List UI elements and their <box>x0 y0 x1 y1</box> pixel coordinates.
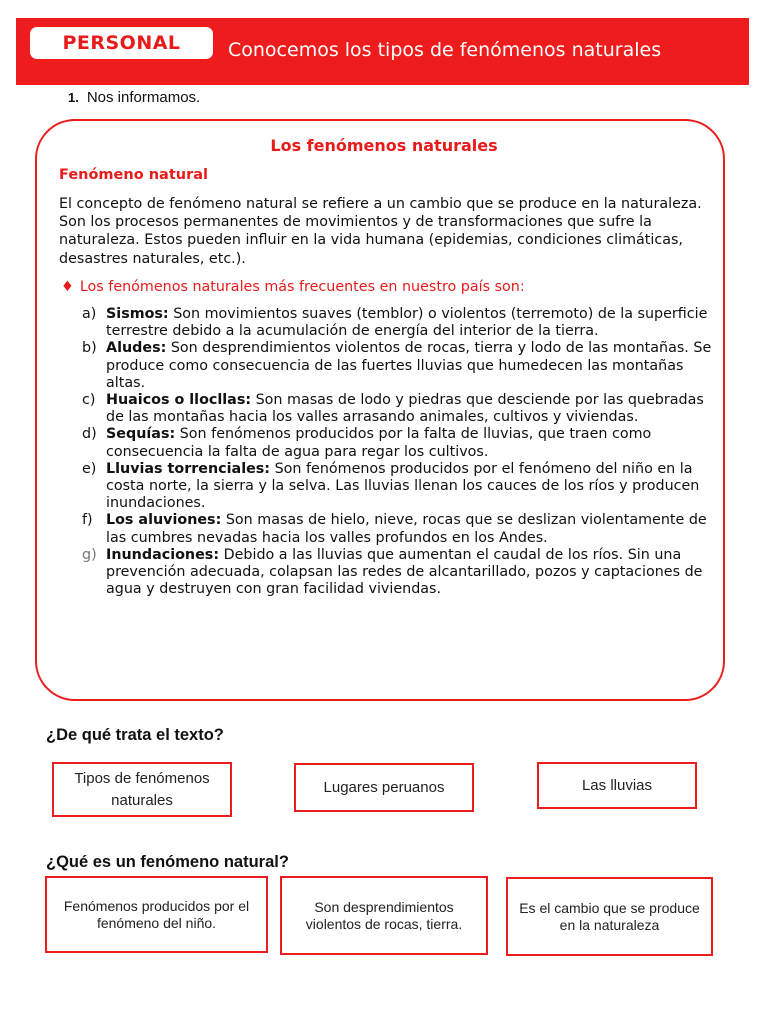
list-letter: e) <box>82 460 97 477</box>
definition-paragraph: El concepto de fenómeno natural se refiere a un cambio que se produce en la naturaleza. Son los procesos permanentes de movimientos y de transformaciones que sufre la naturaleza. Estos pueden influir en la vida humana (epidemias, condiciones climáticas, desastres naturales, etc.). <box>59 196 702 267</box>
list-term: Sismos: <box>106 306 169 322</box>
list-item <box>82 340 712 392</box>
list-letter: c) <box>82 392 96 409</box>
list-letter: b) <box>82 340 97 357</box>
page-title: Conocemos los tipos de fenómenos naturales <box>228 39 662 61</box>
list-item <box>82 461 712 513</box>
answer-option-2b[interactable]: Son desprendimientos violentos de rocas, tierra. <box>280 876 488 955</box>
list-letter: d) <box>82 426 97 443</box>
list-text: Son movimientos suaves (temblor) o violentos (terremoto) de la superficie terrestre debido a la acumulación de energía del interior de la tierra. <box>106 306 708 340</box>
answer-option-1a[interactable]: Tipos de fenómenos naturales <box>52 762 232 817</box>
list-item <box>82 426 712 460</box>
list-term: Inundaciones: <box>106 546 220 563</box>
answer-option-2c[interactable]: Es el cambio que se produce en la naturaleza <box>506 877 713 956</box>
phenomena-list <box>82 306 712 598</box>
list-term: Lluvias torrenciales: <box>106 460 271 477</box>
card-title: Los fenómenos naturales <box>270 136 498 155</box>
step-heading <box>68 89 200 106</box>
step-text: Nos informamos. <box>86 89 201 106</box>
step-number: 1. <box>68 90 79 105</box>
list-term: Huaicos o llocllas: <box>106 392 252 409</box>
question-1: ¿De qué trata el texto? <box>46 726 224 744</box>
list-text: Son fenómenos producidos por la falta de lluvias, que traen como consecuencia la falta de agua para regar los cultivos. <box>106 426 652 460</box>
frequent-heading <box>61 279 525 295</box>
list-letter: f) <box>82 512 93 529</box>
answer-option-1c[interactable]: Las lluvias <box>537 762 697 809</box>
list-text: Son masas de hielo, nieve, rocas que se deslizan violentamente de las cumbres nevadas hacia los valles profundos en los Andes. <box>106 512 707 546</box>
frequent-text: Los fenómenos naturales más frecuentes en nuestro país son: <box>79 279 525 295</box>
list-item <box>82 512 712 546</box>
question-2: ¿Qué es un fenómeno natural? <box>46 853 289 871</box>
list-term: Sequías: <box>106 426 176 443</box>
list-term: Los aluviones: <box>106 512 222 529</box>
personal-badge: PERSONAL <box>30 27 213 59</box>
list-text: Son desprendimientos violentos de rocas, tierra y lodo de las montañas. Se produce como consecuencia de las fuertes lluvias que humedecen las montañas altas. <box>106 340 712 391</box>
list-item <box>82 306 712 340</box>
list-item <box>82 547 712 599</box>
list-letter: g) <box>82 546 97 563</box>
list-text: Debido a las lluvias que aumentan el caudal de los ríos. Sin una prevención adecuada, colapsan las redes de alcantarillado, pozos y captaciones de agua y destruyen con gran facilidad viviendas. <box>106 546 703 598</box>
diamond-bullet-icon: ♦ <box>61 279 74 295</box>
list-text: Son fenómenos producidos por el fenómeno del niño en la costa norte, la sierra y la selva. Las lluvias llenan los cauces de los ríos y producen inundaciones. <box>106 460 700 512</box>
list-item <box>82 392 712 426</box>
answer-option-1b[interactable]: Lugares peruanos <box>294 763 474 812</box>
answer-option-2a[interactable]: Fenómenos producidos por el fenómeno del niño. <box>45 876 268 953</box>
list-term: Aludes: <box>106 340 167 357</box>
card-subheading: Fenómeno natural <box>59 167 208 183</box>
list-text: Son masas de lodo y piedras que desciende por las quebradas de las montañas hacia los valles arrasando animales, cultivos y viviendas. <box>106 392 704 426</box>
list-letter: a) <box>82 306 97 322</box>
